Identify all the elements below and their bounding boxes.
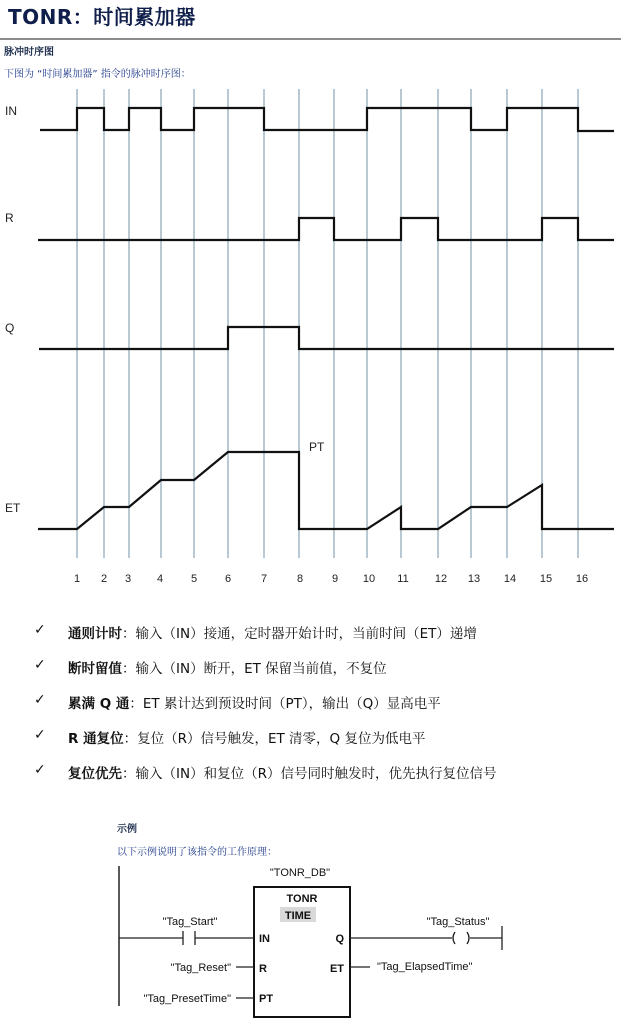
checkmark-icon: ✓ (34, 762, 46, 778)
pin-r: R (259, 963, 267, 975)
tick-label: 13 (467, 573, 481, 585)
tick-label: 1 (73, 573, 81, 585)
list-item (34, 762, 496, 797)
tick-label: 6 (224, 573, 232, 585)
timing-section-title: 脉冲时序图 (4, 47, 54, 58)
checkmark-icon: ✓ (34, 657, 46, 673)
rule-text: ：输入（IN）接通，定时器开始计时，当前时间（ET）递增 (122, 626, 477, 642)
tag-reset[interactable]: "Tag_Reset" (170, 962, 231, 974)
signal-label-q: Q (5, 321, 15, 335)
tick-label: 9 (331, 573, 339, 585)
checkmark-icon: ✓ (34, 622, 46, 638)
db-name: "TONR_DB" (269, 867, 331, 879)
rule-key: 复位优先 (68, 766, 122, 782)
tag-preset-time[interactable]: "Tag_PresetTime" (143, 993, 231, 1005)
list-item (34, 692, 496, 727)
tag-start[interactable]: "Tag_Start" (162, 916, 218, 928)
tick-label: 8 (296, 573, 304, 585)
waveform-r (38, 218, 614, 240)
example-description: 以下示例说明了该指令的工作原理： (117, 847, 277, 858)
tag-status[interactable]: "Tag_Status" (426, 916, 490, 928)
tick-label: 2 (100, 573, 108, 585)
rule-key: 累满 Q 通 (68, 696, 130, 712)
tick-label: 5 (190, 573, 198, 585)
pt-annotation: PT (309, 440, 325, 454)
x-axis-ticks (74, 573, 588, 585)
tick-label: 16 (575, 573, 589, 585)
rules-checklist (34, 622, 496, 797)
tick-label: 12 (434, 573, 448, 585)
tick-label: 15 (539, 573, 553, 585)
rule-key: 通则计时 (68, 626, 122, 642)
rule-text: ：输入（IN）断开，ET 保留当前值，不复位 (122, 661, 387, 677)
tick-label: 11 (397, 573, 409, 585)
rule-text: ：复位（R）信号触发，ET 清零，Q 复位为低电平 (123, 731, 426, 747)
waveform-q (39, 327, 614, 349)
pin-in: IN (259, 933, 270, 945)
pin-pt: PT (259, 993, 274, 1005)
list-item (34, 622, 496, 657)
waveform-et (38, 452, 614, 529)
ladder-diagram (0, 860, 621, 1018)
signal-label-in: IN (5, 104, 17, 118)
signal-label-et: ET (5, 501, 21, 515)
title-divider (0, 38, 621, 40)
example-title: 示例 (117, 824, 137, 835)
rule-key: R 通复位 (68, 731, 124, 747)
timing-diagram (0, 85, 621, 595)
signal-label-r: R (5, 211, 14, 225)
tick-label: 4 (156, 573, 164, 585)
tag-elapsed-time[interactable]: "Tag_ElapsedTime" (377, 961, 473, 973)
block-name: TONR (286, 893, 318, 905)
block-type: TIME (284, 910, 312, 922)
list-item (34, 657, 496, 692)
tick-label: 10 (362, 573, 376, 585)
coil-icon[interactable] (453, 932, 455, 944)
tick-label: 7 (260, 573, 268, 585)
rule-text: ：输入（IN）和复位（R）信号同时触发时，优先执行复位信号 (122, 766, 497, 782)
timing-section-description: 下图为 “时间累加器” 指令的脉冲时序图： (4, 69, 191, 80)
rule-key: 断时留值 (68, 661, 122, 677)
list-item (34, 727, 496, 762)
pin-q: Q (335, 933, 344, 945)
waveform-in (40, 108, 614, 131)
page-title: TONR：时间累加器 (8, 5, 196, 29)
pin-et: ET (329, 963, 344, 975)
rule-text: ：ET 累计达到预设时间（PT），输出（Q）显高电平 (129, 696, 441, 712)
tick-label: 14 (503, 573, 517, 585)
tick-label: 3 (124, 573, 132, 585)
checkmark-icon: ✓ (34, 692, 46, 708)
checkmark-icon: ✓ (34, 727, 46, 743)
